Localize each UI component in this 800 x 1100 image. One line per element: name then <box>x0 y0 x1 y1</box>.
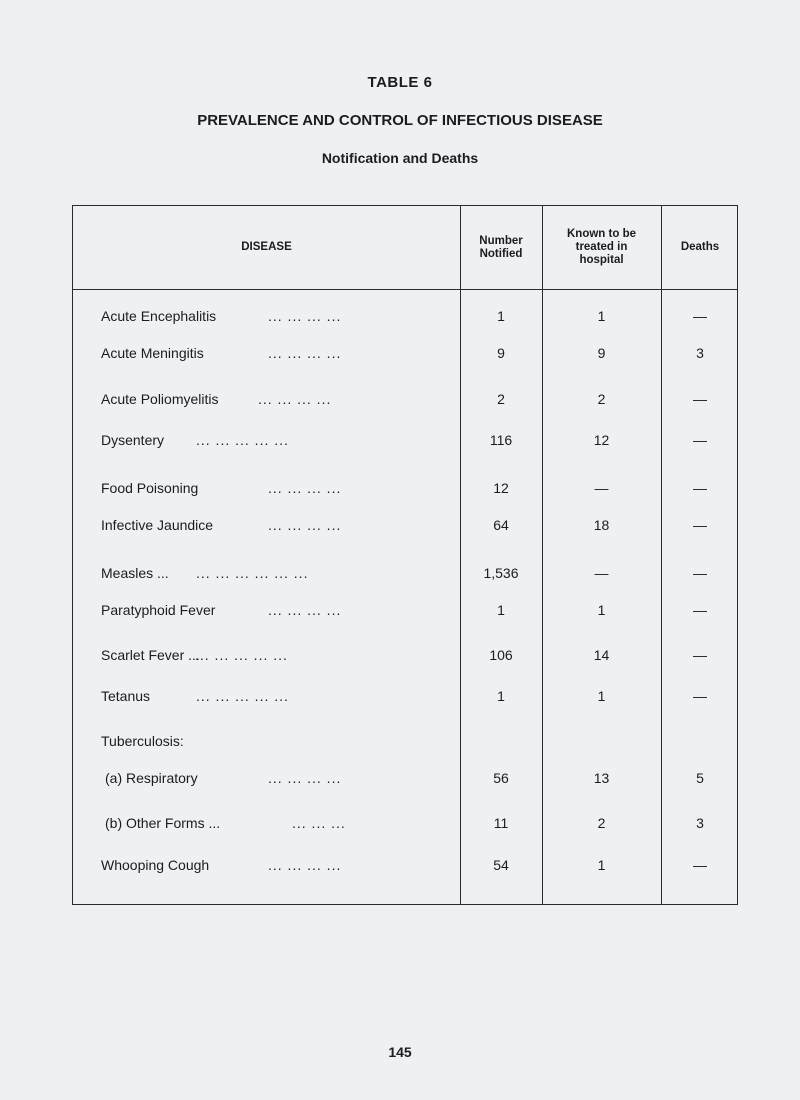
disease-name: Measles ... <box>101 565 169 581</box>
table-row <box>73 476 739 500</box>
notified-cell: 9 <box>497 345 505 361</box>
notified-cell: 54 <box>493 857 509 873</box>
deaths-cell: 3 <box>696 815 704 831</box>
table-row <box>73 598 739 622</box>
table-row <box>73 853 739 877</box>
disease-name: (a) Respiratory <box>105 770 198 786</box>
leader-dots: ... ... ... ... <box>268 770 342 786</box>
column-header-deaths: Deaths <box>680 241 720 253</box>
disease-name: (b) Other Forms ... <box>105 815 221 831</box>
hospital-cell: — <box>594 480 609 496</box>
hospital-cell: 12 <box>593 432 610 448</box>
hospital-cell: — <box>594 565 609 581</box>
hospital-cell: 9 <box>597 345 606 361</box>
table-row <box>73 811 739 835</box>
disease-name: Tuberculosis: <box>101 733 184 749</box>
notified-cell: 1 <box>497 308 505 324</box>
notified-cell: 2 <box>497 391 505 407</box>
deaths-cell: — <box>693 480 707 496</box>
column-header-disease: DISEASE <box>241 241 292 253</box>
hospital-cell: 2 <box>597 391 606 407</box>
disease-name: Whooping Cough <box>101 857 210 873</box>
hospital-cell: 14 <box>593 647 610 663</box>
notified-cell: 1,536 <box>483 565 519 581</box>
disease-table <box>72 205 738 905</box>
page-number: 145 <box>388 1044 412 1060</box>
leader-dots: ... ... ... ... ... <box>196 688 289 704</box>
table-row <box>73 684 739 708</box>
leader-dots: ... ... ... ... <box>268 517 342 533</box>
deaths-cell: — <box>693 602 707 618</box>
deaths-cell: — <box>693 565 707 581</box>
table-row <box>73 513 739 537</box>
disease-name: Acute Encephalitis <box>101 308 217 324</box>
leader-dots: ... ... ... ... <box>268 857 342 873</box>
deaths-cell: — <box>693 688 707 704</box>
column-header-notified: Number Notified <box>479 234 523 260</box>
deaths-cell: 3 <box>696 345 704 361</box>
column-header-hospital: Known to be treated in hospital <box>567 228 636 266</box>
table-row <box>73 643 739 667</box>
deaths-cell: — <box>693 308 707 324</box>
leader-dots: ... ... ... <box>292 815 346 831</box>
leader-dots: ... ... ... ... ... <box>195 647 288 663</box>
table-row <box>73 387 739 411</box>
disease-name: Dysentery <box>101 432 165 448</box>
table-row <box>73 304 739 328</box>
hospital-cell: 18 <box>593 517 610 533</box>
notified-cell: 12 <box>493 480 509 496</box>
leader-dots: ... ... ... ... ... <box>196 432 289 448</box>
table-row <box>73 341 739 365</box>
hospital-cell: 1 <box>597 857 606 873</box>
hospital-cell: 1 <box>597 688 606 704</box>
deaths-cell: — <box>693 647 707 663</box>
notified-cell: 56 <box>493 770 509 786</box>
disease-name: Acute Poliomyelitis <box>101 391 219 407</box>
notified-cell: 1 <box>497 688 505 704</box>
notified-cell: 106 <box>489 647 513 663</box>
header-divider <box>73 289 737 290</box>
disease-name: Tetanus <box>101 688 151 704</box>
deaths-cell: — <box>693 857 707 873</box>
disease-name: Paratyphoid Fever <box>101 602 216 618</box>
page-title: PREVALENCE AND CONTROL OF INFECTIOUS DISEASE <box>197 112 603 129</box>
hospital-cell: 2 <box>597 815 606 831</box>
leader-dots: ... ... ... ... <box>268 480 342 496</box>
leader-dots: ... ... ... ... <box>268 602 342 618</box>
hospital-cell: 13 <box>593 770 610 786</box>
leader-dots: ... ... ... ... <box>268 345 342 361</box>
disease-name: Infective Jaundice <box>101 517 214 533</box>
deaths-cell: — <box>693 517 707 533</box>
notified-cell: 1 <box>497 602 505 618</box>
hospital-cell: 1 <box>597 308 606 324</box>
table-row <box>73 729 739 753</box>
notified-cell: 116 <box>489 432 513 448</box>
notified-cell: 64 <box>493 517 509 533</box>
table-row <box>73 766 739 790</box>
table-row <box>73 428 739 452</box>
leader-dots: ... ... ... ... <box>258 391 332 407</box>
notified-cell: 11 <box>493 815 509 831</box>
page-subtitle: Notification and Deaths <box>321 150 479 166</box>
deaths-cell: — <box>693 432 707 448</box>
deaths-cell: 5 <box>696 770 704 786</box>
leader-dots: ... ... ... ... <box>268 308 342 324</box>
disease-name: Scarlet Fever ... <box>101 647 200 663</box>
disease-name: Food Poisoning <box>101 480 199 496</box>
leader-dots: ... ... ... ... ... ... <box>196 565 309 581</box>
disease-name: Acute Meningitis <box>101 345 204 361</box>
hospital-cell: 1 <box>597 602 606 618</box>
table-number: TABLE 6 <box>367 74 433 91</box>
deaths-cell: — <box>693 391 707 407</box>
table-row <box>73 561 739 585</box>
